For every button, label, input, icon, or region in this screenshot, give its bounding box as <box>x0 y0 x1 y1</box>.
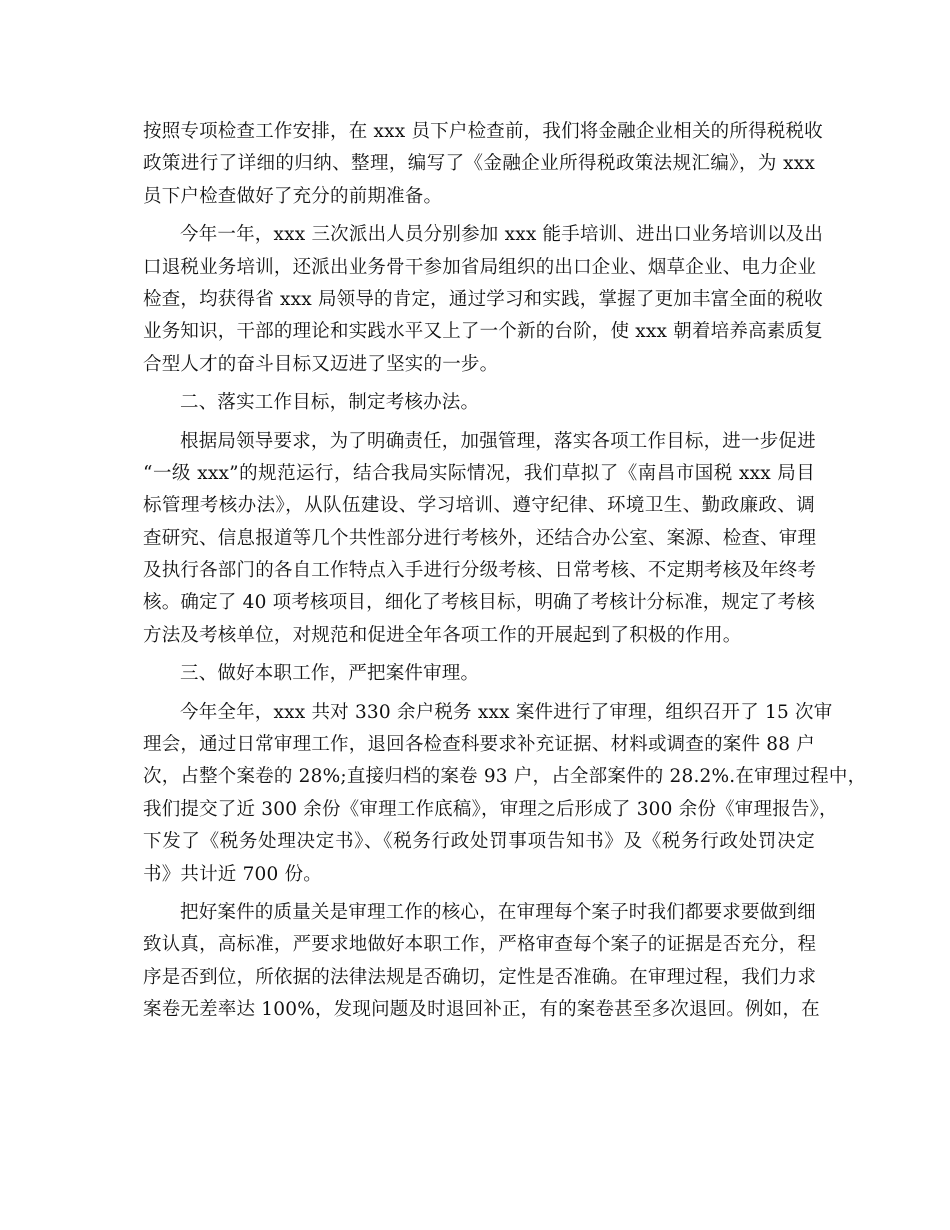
paragraph-2 <box>143 219 824 381</box>
section-heading: 二、落实工作目标，制定考核办法。 <box>180 392 480 414</box>
section-heading-2 <box>143 387 815 419</box>
section-heading: 三、做好本职工作，严把案件审理。 <box>180 663 480 685</box>
text-line: 标管理考核办法》，从队伍建设、学习培训、遵守纪律、环境卫生、勤政廉政、调 <box>143 495 815 517</box>
text-line: 下发了《税务处理决定书》、《税务行政处罚事项告知书》及《税务行政处罚决定 <box>143 831 815 853</box>
paragraph-5 <box>143 897 820 1027</box>
text-line: 致认真，高标准，严要求地做好本职工作，严格审查每个案子的证据是否充分，程 <box>143 934 817 956</box>
paragraph-3 <box>143 426 815 653</box>
text-line: 及执行各部门的各自工作特点入手进行分级考核、日常考核、不定期考核及年终考 <box>143 560 817 582</box>
text-line: 政策进行了详细的归纳、整理，编写了《金融企业所得税政策法规汇编》，为 xxx <box>143 153 815 175</box>
text-line: 序是否到位，所依据的法律法规是否确切，定性是否准确。在审理过程，我们力求 <box>143 966 817 988</box>
text-line: 今年全年，xxx 共对 330 余户税务 xxx 案件进行了审理，组织召开了 15 次审 <box>180 701 833 723</box>
section-heading-3 <box>143 658 815 690</box>
paragraph-1 <box>143 116 823 213</box>
text-line: 案卷无差率达 100%，发现问题及时退回补正，有的案卷甚至多次退回。例如，在 <box>143 999 820 1021</box>
text-line: 理会，通过日常审理工作，退回各检查科要求补充证据、材料或调查的案件 88 户 <box>143 734 815 756</box>
text-line: 方法及考核单位，对规范和促进全年各项工作的开展起到了积极的作用。 <box>143 624 742 646</box>
text-line: 书》共计近 700 份。 <box>143 863 322 885</box>
paragraph-4 <box>143 697 867 891</box>
text-line: 查研究、信息报道等几个共性部分进行考核外，还结合办公室、案源、检查、审理 <box>143 527 817 549</box>
text-line: 员下户检查做好了充分的前期准备。 <box>143 185 443 207</box>
text-line: 把好案件的质量关是审理工作的核心，在审理每个案子时我们都要求要做到细 <box>180 901 816 923</box>
text-line: 核。确定了 40 项考核项目，细化了考核目标，明确了考核计分标准，规定了考核 <box>143 592 815 614</box>
text-line: “一级 xxx”的规范运行，结合我局实际情况，我们草拟了《南昌市国税 xxx 局目 <box>143 462 815 484</box>
text-line: 合型人才的奋斗目标又迈进了坚实的一步。 <box>143 353 499 375</box>
text-line: 根据局领导要求，为了明确责任，加强管理，落实各项工作目标，进一步促进 <box>180 430 816 452</box>
text-line: 我们提交了近 300 余份《审理工作底稿》，审理之后形成了 300 余份《审理报告》， <box>143 798 838 820</box>
text-line: 按照专项检查工作安排，在 xxx 员下户检查前，我们将金融企业相关的所得税税收 <box>143 121 823 142</box>
text-line: 检查，均获得省 xxx 局领导的肯定，通过学习和实践，掌握了更加丰富全面的税收 <box>143 288 823 310</box>
text-line: 次，占整个案卷的 28%;直接归档的案卷 93 户，占全部案件的 28.2%.在审理过程中， <box>143 766 867 788</box>
text-line: 业务知识，干部的理论和实践水平又上了一个新的台阶，使 xxx 朝着培养高素质复 <box>143 321 823 343</box>
text-line: 今年一年，xxx 三次派出人员分别参加 xxx 能手培训、进出口业务培训以及出 <box>180 224 824 246</box>
text-line: 口退税业务培训，还派出业务骨干参加省局组织的出口企业、烟草企业、电力企业 <box>143 256 817 278</box>
document-body <box>143 116 867 1027</box>
